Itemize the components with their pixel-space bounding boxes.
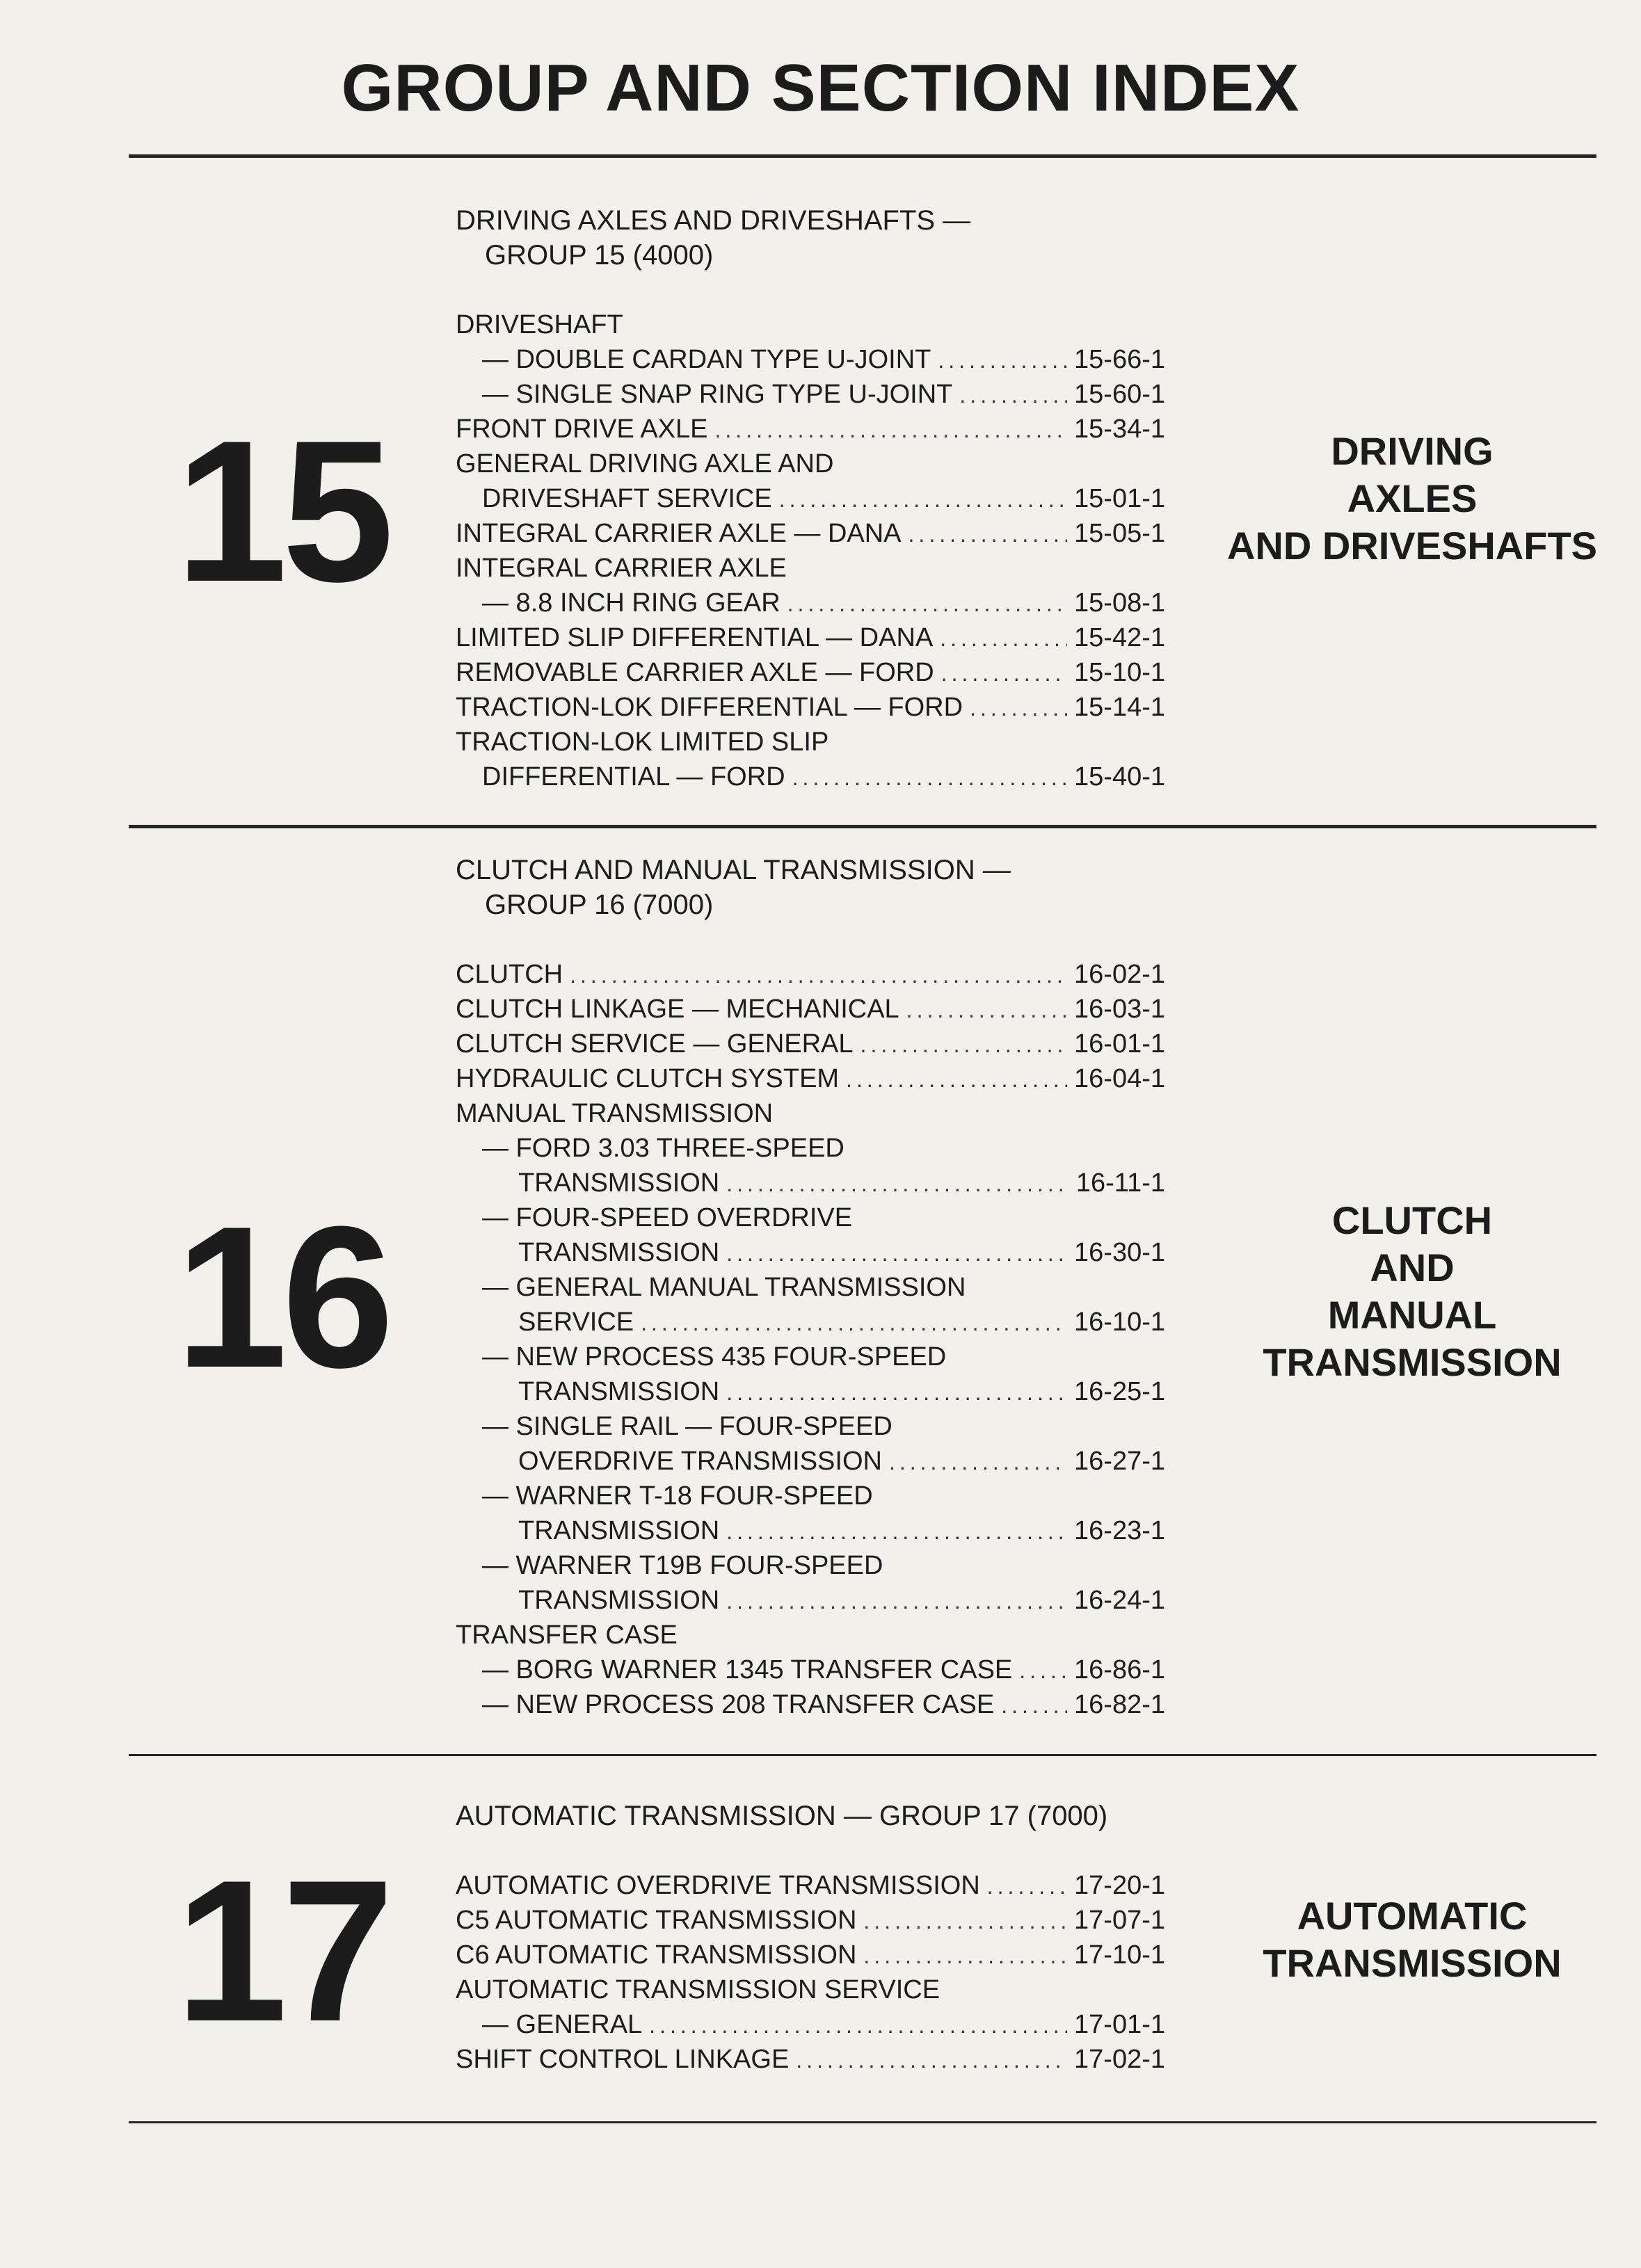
- index-entry[interactable]: TRANSMISSION ..... 16-30-1: [456, 1235, 1165, 1270]
- index-entry[interactable]: MANUAL TRANSMISSION: [456, 1099, 774, 1128]
- index-entry[interactable]: REMOVABLE CARRIER AXLE — FORD ..... 15-10-1: [456, 655, 1165, 690]
- index-entry[interactable]: — SINGLE SNAP RING TYPE U-JOINT ..... 15-60-1: [456, 377, 1165, 412]
- index-entry[interactable]: SHIFT CONTROL LINKAGE ..... 17-02-1: [456, 2042, 1165, 2077]
- group-17-entries: [456, 1799, 1165, 2077]
- index-entry[interactable]: CLUTCH SERVICE — GENERAL ..... 16-01-1: [456, 1027, 1165, 1061]
- index-entry[interactable]: GENERAL DRIVING AXLE AND: [456, 449, 834, 478]
- index-entry[interactable]: C6 AUTOMATIC TRANSMISSION ..... 17-10-1: [456, 1938, 1165, 1972]
- index-entry[interactable]: — SINGLE RAIL — FOUR-SPEED: [482, 1412, 892, 1441]
- index-entry[interactable]: — GENERAL ..... 17-01-1: [456, 2007, 1165, 2042]
- index-entry[interactable]: FRONT DRIVE AXLE ..... 15-34-1: [456, 412, 1165, 447]
- group-16-entries: [456, 853, 1165, 1722]
- title-divider: [129, 154, 1596, 158]
- index-entry[interactable]: — FOUR-SPEED OVERDRIVE: [482, 1203, 853, 1232]
- group-number: 17: [175, 1838, 389, 2064]
- index-entry[interactable]: — DOUBLE CARDAN TYPE U-JOINT ..... 15-66-1: [456, 342, 1165, 377]
- index-entry[interactable]: HYDRAULIC CLUTCH SYSTEM ..... 16-04-1: [456, 1061, 1165, 1096]
- index-entry[interactable]: TRANSMISSION ..... 16-24-1: [456, 1583, 1165, 1618]
- index-entry[interactable]: TRACTION-LOK DIFFERENTIAL — FORD ..... 15-14-1: [456, 690, 1165, 725]
- index-entry[interactable]: SERVICE ..... 16-10-1: [456, 1305, 1165, 1340]
- group-side-title: AUTOMATIC TRANSMISSION: [1263, 1894, 1562, 1985]
- section-divider: [129, 1754, 1596, 1756]
- index-entry[interactable]: DIFFERENTIAL — FORD ..... 15-40-1: [456, 759, 1165, 794]
- group-heading: CLUTCH AND MANUAL TRANSMISSION —: [456, 855, 1011, 885]
- group-heading: DRIVING AXLES AND DRIVESHAFTS —: [456, 205, 971, 236]
- index-entry[interactable]: OVERDRIVE TRANSMISSION ..... 16-27-1: [456, 1444, 1165, 1479]
- index-entry[interactable]: TRANSFER CASE: [456, 1620, 678, 1650]
- group-number: 16: [175, 1184, 389, 1410]
- index-entry[interactable]: INTEGRAL CARRIER AXLE: [456, 554, 787, 583]
- group-subheading: GROUP 16 (7000): [485, 890, 714, 920]
- bottom-divider: [129, 2121, 1596, 2123]
- index-entry[interactable]: — NEW PROCESS 435 FOUR-SPEED: [482, 1342, 947, 1372]
- index-entry[interactable]: TRACTION-LOK LIMITED SLIP: [456, 727, 829, 757]
- index-entry[interactable]: — FORD 3.03 THREE-SPEED: [482, 1134, 844, 1163]
- group-15-entries: [456, 203, 1165, 794]
- index-entry[interactable]: TRANSMISSION ..... 16-25-1: [456, 1374, 1165, 1409]
- index-entry[interactable]: LIMITED SLIP DIFFERENTIAL — DANA ..... 15-42-1: [456, 620, 1165, 655]
- index-entry[interactable]: AUTOMATIC OVERDRIVE TRANSMISSION ..... 17-20-1: [456, 1868, 1165, 1903]
- index-entry[interactable]: C5 AUTOMATIC TRANSMISSION ..... 17-07-1: [456, 1903, 1165, 1938]
- index-entry[interactable]: INTEGRAL CARRIER AXLE — DANA ..... 15-05-1: [456, 516, 1165, 551]
- index-entry[interactable]: TRANSMISSION ..... 16-23-1: [456, 1513, 1165, 1548]
- index-entry[interactable]: DRIVESHAFT SERVICE ..... 15-01-1: [456, 481, 1165, 516]
- group-subheading: GROUP 15 (4000): [485, 240, 714, 271]
- index-entry[interactable]: — WARNER T-18 FOUR-SPEED: [482, 1481, 873, 1511]
- index-entry[interactable]: — GENERAL MANUAL TRANSMISSION: [482, 1273, 966, 1302]
- index-entry[interactable]: AUTOMATIC TRANSMISSION SERVICE: [456, 1975, 940, 2004]
- index-entry[interactable]: — 8.8 INCH RING GEAR ..... 15-08-1: [456, 586, 1165, 620]
- index-entry[interactable]: — WARNER T19B FOUR-SPEED: [482, 1551, 883, 1580]
- index-entry[interactable]: — BORG WARNER 1345 TRANSFER CASE ..... 16-86-1: [456, 1652, 1165, 1687]
- group-heading: AUTOMATIC TRANSMISSION — GROUP 17 (7000): [456, 1801, 1108, 1831]
- index-entry[interactable]: CLUTCH LINKAGE — MECHANICAL ..... 16-03-1: [456, 992, 1165, 1027]
- page-title: GROUP AND SECTION INDEX: [341, 51, 1300, 125]
- group-number: 15: [175, 399, 389, 624]
- group-side-title: DRIVING AXLES AND DRIVESHAFTS: [1226, 429, 1598, 568]
- index-entry[interactable]: TRANSMISSION ..... 16-11-1: [456, 1166, 1165, 1200]
- index-entry[interactable]: DRIVESHAFT: [456, 310, 623, 339]
- index-entry[interactable]: — NEW PROCESS 208 TRANSFER CASE ..... 16-82-1: [456, 1687, 1165, 1722]
- section-divider: [129, 825, 1596, 828]
- group-side-title: CLUTCH AND MANUAL TRANSMISSION: [1263, 1198, 1562, 1384]
- index-entry[interactable]: CLUTCH ..... 16-02-1: [456, 957, 1165, 992]
